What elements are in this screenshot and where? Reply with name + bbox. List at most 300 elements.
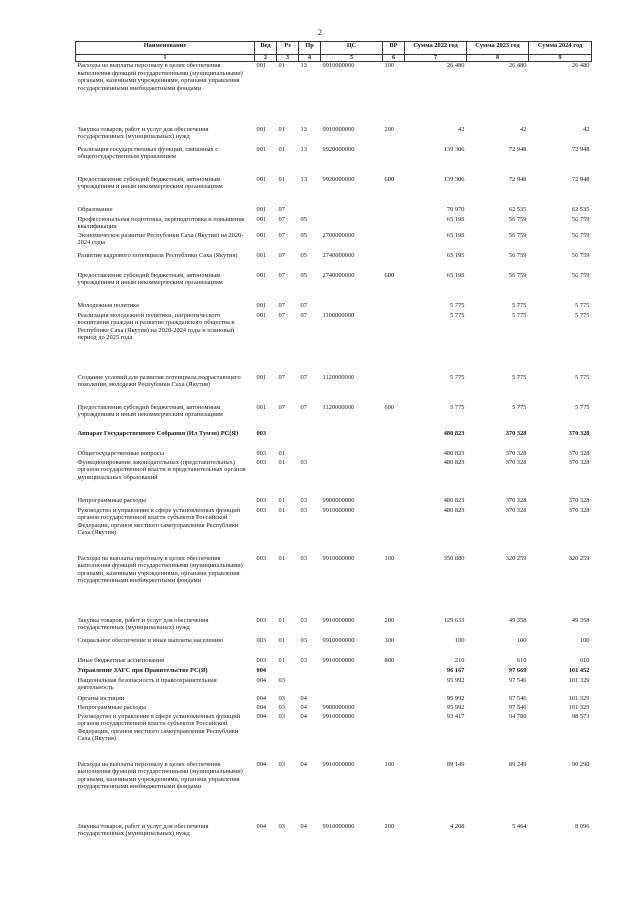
row-rz-cell: 01 xyxy=(278,458,285,466)
row-vr-cell xyxy=(383,216,405,232)
table-row xyxy=(76,252,592,272)
table-row xyxy=(76,206,592,216)
row-sum-2024-cell: 5 775 xyxy=(575,403,590,411)
row-pr-cell: 05 xyxy=(300,215,307,223)
row-sum-2022-cell: 70 970 xyxy=(446,205,465,213)
row-name-cell: Органы юстиции xyxy=(77,694,125,702)
table-row xyxy=(76,62,592,126)
row-name-cell: Создание условий для развития потенциала подрастающего поколения, молодежи Республики Саха (Якутия) xyxy=(77,373,241,389)
col-number: 9 xyxy=(529,55,592,62)
row-sum-2023-cell: 370 328 xyxy=(505,496,527,504)
row-sum-2024-cell: 26 480 xyxy=(571,62,590,69)
row-sum-2023-cell: 56 759 xyxy=(508,215,527,223)
row-sum-2022-cell: 480 823 xyxy=(443,506,465,514)
row-vr-cell: 300 xyxy=(384,636,395,644)
header-sum-2022: Сумма 2022 год xyxy=(405,42,467,55)
row-name-cell: Руководство и управление в сфере установленных функций органов государственной власти субъектов Российской Федерации, органов местного самоуправления Республики Саха (Якутия) xyxy=(77,712,241,743)
row-sum-2022-cell: 480 823 xyxy=(443,449,465,457)
table-row xyxy=(76,146,592,176)
row-rz-cell: 03 xyxy=(278,703,285,711)
row-cs-cell xyxy=(321,695,383,704)
row-ved-cell: 001 xyxy=(256,125,267,133)
row-name-cell: Непрограммные расходы xyxy=(77,703,146,711)
row-sum-2023-cell: 97 546 xyxy=(508,676,527,684)
row-sum-2024-cell: 5 775 xyxy=(575,373,590,381)
table-row xyxy=(76,713,592,761)
table-row xyxy=(76,302,592,312)
row-ved-cell: 004 xyxy=(256,666,267,674)
row-name-cell: Развитие кадрового потенциала Республики Саха (Якутия) xyxy=(77,251,238,259)
row-vr-cell: 100 xyxy=(384,62,395,69)
table-row xyxy=(76,507,592,555)
row-sum-2023-cell: 26 480 xyxy=(508,62,527,69)
row-sum-2023-cell: 320 259 xyxy=(505,554,527,562)
row-sum-2023-cell: 5 775 xyxy=(512,373,527,381)
row-ved-cell: 001 xyxy=(256,251,267,259)
row-sum-2022-cell: 129 633 xyxy=(443,616,465,624)
row-sum-2024-cell: 101 452 xyxy=(568,666,590,674)
row-vr-cell: 800 xyxy=(384,656,395,664)
row-vr-cell xyxy=(383,497,405,507)
row-pr-cell: 03 xyxy=(300,554,307,562)
row-rz-cell xyxy=(277,667,299,677)
row-sum-2023-cell: 62 535 xyxy=(508,205,527,213)
header-sum-2023: Сумма 2023 год xyxy=(467,42,529,55)
table-row xyxy=(76,704,592,713)
row-rz-cell: 03 xyxy=(278,760,285,768)
row-sum-2024-cell: 370 328 xyxy=(568,506,590,514)
row-pr-cell: 07 xyxy=(300,301,307,309)
row-pr-cell: 04 xyxy=(300,822,307,830)
row-vr-cell xyxy=(383,146,405,176)
row-sum-2024-cell: 56 759 xyxy=(571,251,590,259)
row-rz-cell: 07 xyxy=(278,271,285,279)
row-sum-2022-cell: 89 149 xyxy=(446,760,465,768)
row-sum-2024-cell: 101 329 xyxy=(568,676,590,684)
row-ved-cell: 001 xyxy=(256,301,267,309)
row-sum-2022-cell: 139 306 xyxy=(443,175,465,183)
table-row xyxy=(76,657,592,667)
table-row xyxy=(76,637,592,657)
header-pr: Пр xyxy=(299,42,321,55)
row-sum-2024-cell: 101 329 xyxy=(568,703,590,711)
row-sum-2022-cell: 95 992 xyxy=(446,703,465,711)
row-sum-2024-cell: 370 328 xyxy=(568,458,590,466)
row-sum-2024-cell: 101 329 xyxy=(568,694,590,702)
row-name-cell: Закупка товаров, работ и услуг для обеспечения государственных (муниципальных) нужд xyxy=(77,125,209,141)
row-ved-cell: 003 xyxy=(256,449,267,457)
row-pr-cell: 07 xyxy=(300,403,307,411)
row-vr-cell xyxy=(383,677,405,695)
table-row xyxy=(76,459,592,497)
row-vr-cell xyxy=(383,450,405,459)
row-sum-2022-cell: 65 195 xyxy=(446,251,465,259)
row-sum-2024-cell: 49 358 xyxy=(571,616,590,624)
row-sum-2023-cell: 94 780 xyxy=(508,712,527,720)
row-cs-cell xyxy=(321,459,383,497)
row-pr-cell: 13 xyxy=(300,145,307,153)
row-name-cell: Непрограммные расходы xyxy=(77,496,146,504)
row-name-cell: Предоставление субсидий бюджетным, автономным учреждениям и иным некоммерческим организациям xyxy=(77,175,223,191)
col-number: 7 xyxy=(405,55,467,62)
row-rz-cell: 07 xyxy=(278,205,285,213)
row-sum-2022-cell: 480 823 xyxy=(443,496,465,504)
row-ved-cell: 001 xyxy=(256,215,267,223)
row-rz-cell: 01 xyxy=(278,554,285,562)
row-cs-cell xyxy=(321,450,383,459)
row-cs-cell: 2700000000 xyxy=(322,231,355,239)
row-rz-cell: 03 xyxy=(278,676,285,684)
row-ved-cell: 001 xyxy=(256,231,267,239)
row-sum-2023-cell: 56 759 xyxy=(508,231,527,239)
row-ved-cell: 001 xyxy=(256,311,267,319)
row-cs-cell: 9910000000 xyxy=(322,125,355,133)
row-name-cell: Расходы на выплаты персоналу в целях обеспечения выполнения функций государственными (муниципальными) органами, казенными учреждениями, органами управления государственными внебюджетными фондами xyxy=(77,62,243,92)
row-rz-cell: 07 xyxy=(278,403,285,411)
row-cs-cell xyxy=(321,216,383,232)
row-sum-2022-cell: 95 992 xyxy=(446,694,465,702)
header-vr: ВР xyxy=(383,42,405,55)
row-rz-cell: 03 xyxy=(278,712,285,720)
row-vr-cell xyxy=(383,252,405,272)
row-pr-cell: 13 xyxy=(300,175,307,183)
row-sum-2024-cell: 370 328 xyxy=(568,429,590,437)
row-ved-cell: 001 xyxy=(256,145,267,153)
col-number: 1 xyxy=(76,55,255,62)
table-row xyxy=(76,232,592,252)
row-sum-2023-cell: 370 328 xyxy=(505,506,527,514)
row-ved-cell: 004 xyxy=(256,694,267,702)
row-ved-cell: 003 xyxy=(256,506,267,514)
table-row xyxy=(76,823,592,843)
row-vr-cell: 200 xyxy=(384,616,395,624)
table-row xyxy=(76,404,592,430)
row-rz-cell: 01 xyxy=(278,616,285,624)
row-name-cell: Закупка товаров, работ и услуг для обеспечения государственных (муниципальных) нужд xyxy=(77,616,209,632)
row-cs-cell: 9910000000 xyxy=(322,62,355,69)
col-number: 6 xyxy=(383,55,405,62)
row-name-cell: Руководство и управление в сфере установленных функций органов государственной власти субъектов Российской Федерации, органов местного самоуправления Республики Саха (Якутия) xyxy=(77,506,241,537)
row-cs-cell xyxy=(321,430,383,450)
row-ved-cell: 004 xyxy=(256,822,267,830)
row-sum-2022-cell: 5 775 xyxy=(450,301,465,309)
row-sum-2024-cell: 56 759 xyxy=(571,231,590,239)
row-pr-cell: 05 xyxy=(300,271,307,279)
row-sum-2023-cell: 370 328 xyxy=(505,429,527,437)
row-cs-cell: 9920000000 xyxy=(322,175,355,183)
row-pr-cell: 04 xyxy=(300,712,307,720)
row-rz-cell: 01 xyxy=(278,125,285,133)
col-number: 3 xyxy=(277,55,299,62)
row-vr-cell xyxy=(383,312,405,374)
row-cs-cell xyxy=(321,302,383,312)
row-sum-2022-cell: 350 880 xyxy=(443,554,465,562)
row-name-cell: Расходы на выплаты персоналу в целях обеспечения выполнения функций государственными (муниципальными) органами, казенными учреждениями, органами управления государственными внебюджетными фондами xyxy=(77,760,243,791)
row-ved-cell: 001 xyxy=(256,271,267,279)
row-pr-cell: 07 xyxy=(300,311,307,319)
row-sum-2023-cell: 100 xyxy=(516,636,527,644)
row-name-cell: Иные бюджетные ассигнования xyxy=(77,656,165,664)
row-pr-cell: 13 xyxy=(300,62,307,69)
row-rz-cell: 03 xyxy=(278,822,285,830)
row-vr-cell xyxy=(383,695,405,704)
table-row xyxy=(76,450,592,459)
row-vr-cell: 600 xyxy=(384,403,395,411)
header-rz: Рз xyxy=(277,42,299,55)
row-vr-cell xyxy=(383,459,405,497)
row-sum-2023-cell: 5 775 xyxy=(512,301,527,309)
row-sum-2023-cell: 56 759 xyxy=(508,251,527,259)
row-ved-cell: 003 xyxy=(256,429,267,437)
row-ved-cell: 003 xyxy=(256,554,267,562)
row-rz-cell: 01 xyxy=(278,175,285,183)
col-number: 4 xyxy=(299,55,321,62)
row-sum-2024-cell: 100 xyxy=(579,636,590,644)
table-row xyxy=(76,555,592,617)
row-pr-cell: 04 xyxy=(300,760,307,768)
table-row xyxy=(76,176,592,206)
row-ved-cell: 004 xyxy=(256,712,267,720)
row-rz-cell: 01 xyxy=(278,636,285,644)
row-sum-2022-cell: 93 417 xyxy=(446,712,465,720)
row-rz-cell: 01 xyxy=(278,145,285,153)
row-name-cell: Социальное обеспечение и иные выплаты населению xyxy=(77,636,224,644)
row-sum-2024-cell: 610 xyxy=(579,656,590,664)
row-cs-cell: 2740000000 xyxy=(322,271,355,279)
row-ved-cell: 001 xyxy=(256,205,267,213)
row-name-cell: Функционирование законодательных (представительных) органов государственной власти и представительных органов муниципальных образований xyxy=(77,458,246,481)
row-pr-cell: 05 xyxy=(300,251,307,259)
row-cs-cell: 1120000000 xyxy=(322,403,355,411)
row-sum-2023-cell: 370 328 xyxy=(505,449,527,457)
table-row xyxy=(76,272,592,302)
row-ved-cell: 003 xyxy=(256,616,267,624)
row-pr-cell xyxy=(299,450,321,459)
row-vr-cell: 600 xyxy=(384,175,395,183)
row-rz-cell: 03 xyxy=(278,694,285,702)
row-pr-cell: 03 xyxy=(300,616,307,624)
row-sum-2024-cell: 72 948 xyxy=(571,175,590,183)
row-rz-cell: 07 xyxy=(278,215,285,223)
row-cs-cell: 9900000000 xyxy=(322,703,355,711)
row-name-cell: Профессиональная подготовка, переподготовка и повышение квалификации xyxy=(77,215,245,231)
row-vr-cell: 200 xyxy=(384,822,395,830)
row-name-cell: Закупка товаров, работ и услуг для обеспечения государственных (муниципальных) нужд xyxy=(77,822,209,838)
row-pr-cell: 07 xyxy=(300,373,307,381)
row-pr-cell: 03 xyxy=(300,636,307,644)
row-sum-2024-cell: 320 259 xyxy=(568,554,590,562)
row-rz-cell: 07 xyxy=(278,311,285,319)
row-name-cell: Общегосударственные вопросы xyxy=(77,449,165,457)
row-sum-2023-cell: 56 759 xyxy=(508,271,527,279)
row-pr-cell: 13 xyxy=(300,125,307,133)
row-ved-cell: 001 xyxy=(256,175,267,183)
budget-table xyxy=(75,41,592,843)
row-vr-cell xyxy=(383,713,405,761)
row-sum-2024-cell: 5 775 xyxy=(575,311,590,319)
row-vr-cell xyxy=(383,206,405,216)
row-name-cell: Экономическое развитие Республики Саха (Якутия) на 2020-2024 годы xyxy=(77,231,244,247)
row-cs-cell: 9910000000 xyxy=(322,656,355,664)
row-sum-2023-cell: 72 948 xyxy=(508,145,527,153)
row-cs-cell: 9900000000 xyxy=(322,496,355,504)
row-sum-2022-cell: 65 195 xyxy=(446,271,465,279)
row-cs-cell: 9910000000 xyxy=(322,506,355,514)
row-sum-2022-cell: 65 195 xyxy=(446,231,465,239)
row-rz-cell: 01 xyxy=(278,62,285,69)
row-ved-cell: 003 xyxy=(256,458,267,466)
row-vr-cell xyxy=(383,704,405,713)
row-rz-cell: 07 xyxy=(278,231,285,239)
row-name-cell: Молодежная политика xyxy=(77,301,139,309)
row-sum-2024-cell: 5 775 xyxy=(575,301,590,309)
header-name: Наименование xyxy=(76,42,255,55)
row-vr-cell xyxy=(383,667,405,677)
row-vr-cell xyxy=(383,302,405,312)
row-cs-cell: 9910000000 xyxy=(322,822,355,830)
row-cs-cell: 1120000000 xyxy=(322,373,355,381)
row-sum-2023-cell: 72 948 xyxy=(508,175,527,183)
row-sum-2022-cell: 5 775 xyxy=(450,311,465,319)
row-sum-2022-cell: 210 xyxy=(454,656,465,664)
column-number-row xyxy=(76,55,592,62)
row-sum-2024-cell: 56 759 xyxy=(571,271,590,279)
row-rz-cell: 01 xyxy=(278,449,285,457)
row-vr-cell xyxy=(383,232,405,252)
row-sum-2022-cell: 95 992 xyxy=(446,676,465,684)
row-name-cell: Предоставление субсидий бюджетным, автономным учреждениям и иным некоммерческим организациям xyxy=(77,403,223,419)
table-row xyxy=(76,312,592,374)
table-row xyxy=(76,216,592,232)
row-vr-cell xyxy=(383,507,405,555)
row-sum-2023-cell: 97 669 xyxy=(508,666,527,674)
row-pr-cell: 04 xyxy=(300,703,307,711)
row-cs-cell xyxy=(321,667,383,677)
row-sum-2022-cell: 26 480 xyxy=(446,62,465,69)
table-row xyxy=(76,761,592,823)
row-pr-cell: 03 xyxy=(300,458,307,466)
row-sum-2023-cell: 5 775 xyxy=(512,403,527,411)
row-ved-cell: 004 xyxy=(256,703,267,711)
row-rz-cell: 01 xyxy=(278,656,285,664)
table-body xyxy=(76,62,592,843)
row-cs-cell: 2740000000 xyxy=(322,251,355,259)
row-sum-2023-cell: 97 546 xyxy=(508,703,527,711)
row-sum-2024-cell: 90 290 xyxy=(571,760,590,768)
row-sum-2023-cell: 610 xyxy=(516,656,527,664)
row-ved-cell: 003 xyxy=(256,656,267,664)
row-sum-2024-cell: 98 573 xyxy=(571,712,590,720)
row-cs-cell: 9910000000 xyxy=(322,554,355,562)
table-header-row xyxy=(76,42,592,55)
row-sum-2024-cell: 370 328 xyxy=(568,496,590,504)
row-sum-2022-cell: 4 208 xyxy=(450,822,465,830)
row-sum-2023-cell: 89 249 xyxy=(508,760,527,768)
row-vr-cell: 100 xyxy=(384,554,395,562)
row-sum-2022-cell: 480 823 xyxy=(443,458,465,466)
row-name-cell: Расходы на выплаты персоналу в целях обеспечения выполнения функций государственными (муниципальными) органами, казенными учреждениями, органами управления государственными внебюджетными фондами xyxy=(77,554,243,585)
row-sum-2022-cell: 100 xyxy=(454,636,465,644)
row-pr-cell xyxy=(299,667,321,677)
row-name-cell: Национальная безопасность и правоохранительная деятельность xyxy=(77,676,217,692)
table-row xyxy=(76,677,592,695)
table-row xyxy=(76,617,592,637)
row-cs-cell: 9910000000 xyxy=(322,712,355,720)
table-row xyxy=(76,667,592,677)
row-pr-cell: 03 xyxy=(300,656,307,664)
row-name-cell: Управление ЗАГС при Правительстве РС(Я) xyxy=(77,666,208,674)
table-row xyxy=(76,126,592,146)
row-pr-cell: 05 xyxy=(300,231,307,239)
table-row xyxy=(76,374,592,404)
row-rz-cell: 07 xyxy=(278,251,285,259)
row-vr-cell xyxy=(383,374,405,404)
row-name-cell: Реализация молодежной политики, патриотического воспитания граждан и развитие гражданского общества в Республике Саха (Якутия) на 2020-2024 годы и плановый период до 2025 года xyxy=(77,311,235,342)
row-sum-2022-cell: 139 306 xyxy=(443,145,465,153)
row-sum-2022-cell: 5 775 xyxy=(450,403,465,411)
row-vr-cell: 600 xyxy=(384,271,395,279)
row-ved-cell: 004 xyxy=(256,760,267,768)
row-ved-cell: 001 xyxy=(256,373,267,381)
col-number: 5 xyxy=(321,55,383,62)
row-ved-cell: 004 xyxy=(256,676,267,684)
row-cs-cell: 9920000000 xyxy=(322,145,355,153)
row-pr-cell xyxy=(299,206,321,216)
header-ved: Вед xyxy=(255,42,277,55)
row-rz-cell: 07 xyxy=(278,301,285,309)
table-row xyxy=(76,430,592,450)
row-sum-2024-cell: 56 759 xyxy=(571,215,590,223)
row-sum-2023-cell: 97 546 xyxy=(508,694,527,702)
row-cs-cell: 9910000000 xyxy=(322,616,355,624)
row-sum-2023-cell: 370 328 xyxy=(505,458,527,466)
row-sum-2024-cell: 42 xyxy=(583,125,590,133)
col-number: 2 xyxy=(255,55,277,62)
row-sum-2022-cell: 480 823 xyxy=(443,429,465,437)
row-cs-cell xyxy=(321,206,383,216)
row-name-cell: Образование xyxy=(77,205,113,213)
row-sum-2023-cell: 49 358 xyxy=(508,616,527,624)
row-sum-2023-cell: 42 xyxy=(520,125,527,133)
row-vr-cell: 200 xyxy=(384,125,395,133)
row-ved-cell: 003 xyxy=(256,636,267,644)
row-rz-cell: 01 xyxy=(278,496,285,504)
row-sum-2024-cell: 62 535 xyxy=(571,205,590,213)
row-pr-cell xyxy=(299,677,321,695)
row-name-cell: Предоставление субсидий бюджетным, автономным учреждениям и иным некоммерческим организациям xyxy=(77,271,223,287)
row-cs-cell: 1100000000 xyxy=(322,311,355,319)
row-sum-2024-cell: 8 096 xyxy=(575,822,590,830)
row-name-cell: Реализация государственных функций, связанных с общегосударственным управлением xyxy=(77,145,219,161)
header-sum-2024: Сумма 2024 год xyxy=(529,42,592,55)
table-row xyxy=(76,497,592,507)
row-ved-cell: 003 xyxy=(256,496,267,504)
page-number: 2 xyxy=(318,28,322,37)
row-cs-cell xyxy=(321,677,383,695)
row-pr-cell xyxy=(299,430,321,450)
row-rz-cell: 07 xyxy=(278,373,285,381)
col-number: 8 xyxy=(467,55,529,62)
row-ved-cell: 001 xyxy=(256,62,267,69)
table-row xyxy=(76,695,592,704)
row-name-cell: Аппарат Государственного Собрания (Ил Тумэн) РС(Я) xyxy=(77,429,239,437)
row-pr-cell: 03 xyxy=(300,506,307,514)
row-sum-2024-cell: 72 948 xyxy=(571,145,590,153)
header-cs: ЦС xyxy=(321,42,383,55)
row-sum-2023-cell: 5 775 xyxy=(512,311,527,319)
row-vr-cell: 100 xyxy=(384,760,395,768)
row-ved-cell: 001 xyxy=(256,403,267,411)
